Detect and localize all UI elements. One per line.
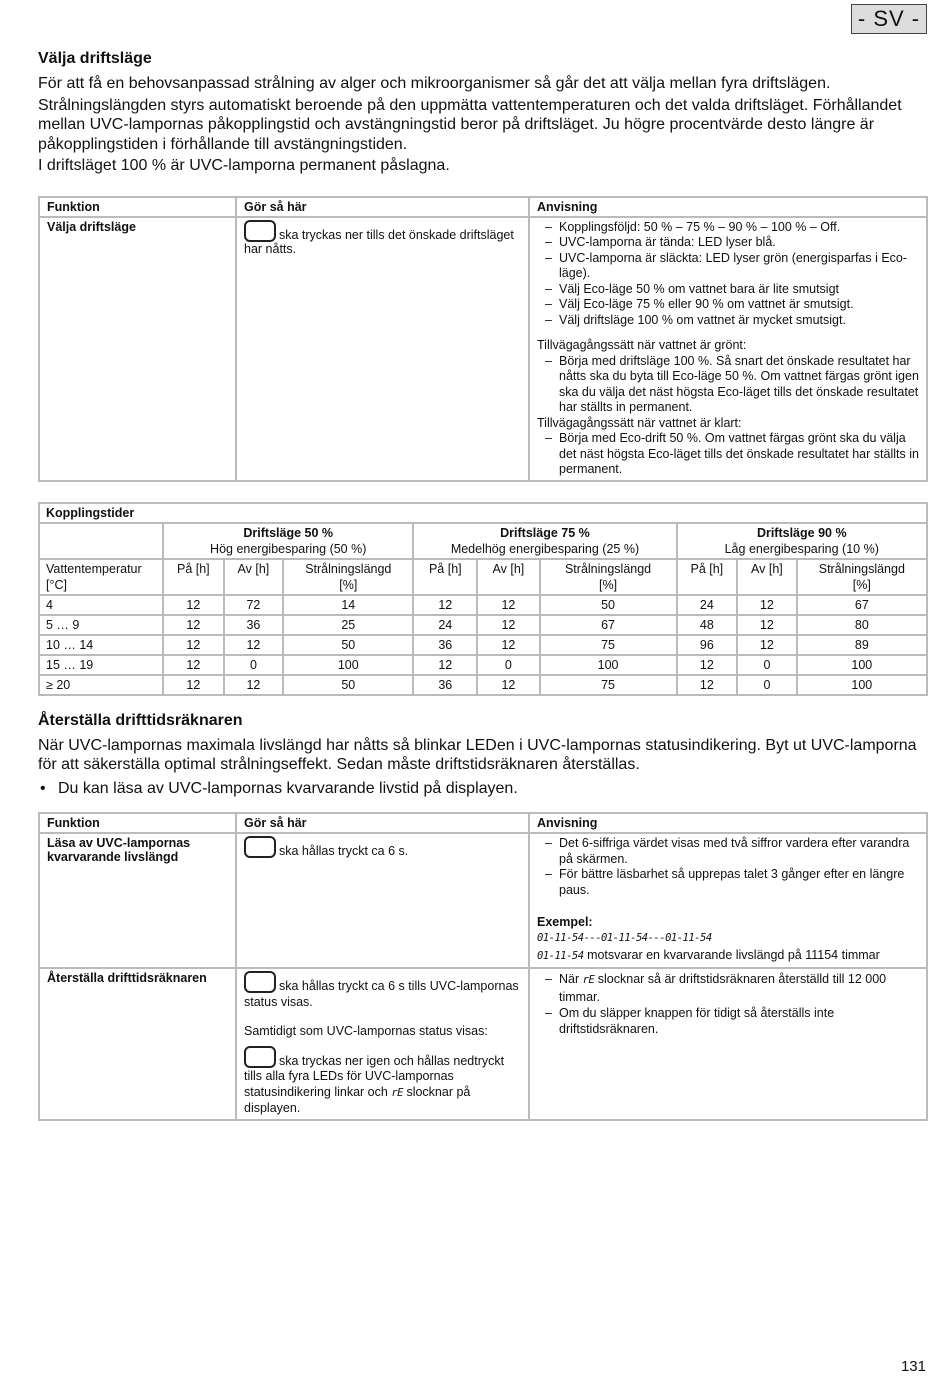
list-item: – Kopplingsföljd: 50 % – 75 % – 90 % – 100 % – Off.: [559, 220, 919, 236]
operating-hours-table: [38, 812, 928, 1121]
example-display: 01-11-54---01-11-54---01-11-54: [537, 932, 712, 944]
table-cell: 12: [224, 675, 283, 695]
header-radiation: [797, 559, 927, 595]
list-item: [559, 971, 919, 1006]
table-cell: 12: [737, 615, 796, 635]
bullet-item: • Du kan läsa av UVC-lampornas kvarvarande livstid på displayen.: [38, 779, 928, 799]
table-row: [39, 675, 927, 695]
header-off: Av [h]: [477, 559, 539, 595]
action-cell: [236, 217, 529, 481]
notes-list: [537, 971, 919, 1037]
list-item: – Välj driftsläge 100 % om vattnet är mycket smutsigt.: [559, 313, 919, 329]
green-water-title: Tillvägagångssätt när vattnet är grönt:: [537, 338, 747, 352]
mode-75-title: Driftsläge 75 %: [500, 525, 590, 540]
action-text: ska hållas tryckt ca 6 s tills UVC-lampornas status visas.: [244, 979, 519, 1009]
list-item: – Välj Eco-läge 50 % om vattnet bara är lite smutsigt: [559, 282, 919, 298]
table-cell: 12: [477, 595, 539, 615]
function-cell: Återställa drifttidsräknaren: [39, 968, 236, 1120]
example-line: [537, 946, 919, 965]
intro-paragraph: För att få en behovsanpassad strålning av alger och mikroorganismer så går det att välja mellan fyra driftslägen.: [38, 75, 831, 92]
green-water-list: [537, 354, 919, 416]
table-title-row: [39, 503, 927, 523]
notes-cell: [529, 217, 927, 481]
radiation-paragraph: Strålningslängden styrs automatiskt beroende på den uppmätta vattentemperaturen och det valda driftsläget. Förhållandet mellan UVC-lampornas påkopplingstid och avstängningstid beror på driftsläget. Ju högre procentvärde desto längre är påkopplingstiden i förhållande till avstängningstiden.: [38, 96, 902, 153]
table-cell: 12: [224, 635, 283, 655]
header-on: På [h]: [677, 559, 738, 595]
radiation-unit: [%]: [599, 577, 618, 592]
radiation-unit: [%]: [339, 577, 358, 592]
table-cell: 80: [797, 615, 927, 635]
re-display-symbol: rE: [582, 974, 595, 986]
header-function: Funktion: [39, 813, 236, 833]
table-cell: 50: [540, 595, 677, 615]
button-icon: [244, 1046, 276, 1068]
temperature-label: Vattentemperatur: [46, 561, 142, 576]
table-cell: 24: [413, 615, 477, 635]
mode-50-title: Driftsläge 50 %: [243, 525, 334, 540]
table-cell: 12: [477, 615, 539, 635]
table-cell: 12: [677, 675, 738, 695]
list-item: – UVC-lamporna är tända: LED lyser blå.: [559, 235, 919, 251]
table-cell: 25: [283, 615, 413, 635]
table-row: [39, 635, 927, 655]
clear-water-title: Tillvägagångssätt när vattnet är klart:: [537, 415, 742, 430]
table-cell: 12: [737, 635, 796, 655]
table-cell: 12: [737, 595, 796, 615]
table-row: [39, 615, 927, 635]
action-text: ska hållas tryckt ca 6 s.: [279, 844, 409, 858]
table-cell: 100: [540, 655, 677, 675]
notes-list: [537, 836, 919, 898]
reset-paragraph: När UVC-lampornas maximala livslängd har nåtts så blinkar LEDen i UVC-lampornas statusindikering. Byt ut UVC-lamporna för att säkerställa optimal strålningseffekt. Sedan måste driftstidsräknaren återställas.: [38, 736, 917, 773]
notes-cell: [529, 968, 927, 1120]
operating-mode-table: [38, 196, 928, 482]
table-cell: 100: [797, 655, 927, 675]
header-notes: Anvisning: [529, 813, 927, 833]
notes-list: [537, 220, 919, 329]
example-value: 01-11-54: [537, 950, 584, 962]
mode-75-subtitle: Medelhög energibesparing (25 %): [450, 541, 640, 556]
section-title-reset-counter: Återställa drifttidsräknaren: [38, 711, 243, 729]
table-cell: 50: [283, 675, 413, 695]
table-cell: 48: [677, 615, 738, 635]
table-cell: 12: [163, 635, 224, 655]
action-text: ska tryckas ner igen och hållas nedtryckt tills alla fyra LEDs för UVC-lampornas statusindikering linkar och: [244, 1053, 505, 1099]
header-notes: Anvisning: [529, 197, 927, 217]
table-cell: 12: [163, 615, 224, 635]
header-off: Av [h]: [737, 559, 796, 595]
action-cell: [236, 833, 529, 968]
permanent-paragraph: I driftsläget 100 % är UVC-lamporna permanent påslagna.: [38, 157, 450, 174]
header-temperature: [39, 559, 163, 595]
table-cell: 67: [540, 615, 677, 635]
mode-90-subtitle: Låg energibesparing (10 %): [724, 541, 879, 556]
page-content: [38, 50, 928, 1121]
list-item: – För bättre läsbarhet så upprepas talet 3 gånger efter en längre paus.: [559, 867, 919, 898]
header-radiation: [283, 559, 413, 595]
mode-90-header: [677, 523, 928, 559]
table-cell: 24: [677, 595, 738, 615]
table-cell: 12: [163, 675, 224, 695]
function-cell: Läsa av UVC-lampornas kvarvarande livslängd: [39, 833, 236, 968]
table-cell: 75: [540, 675, 677, 695]
table-cell: 36: [224, 615, 283, 635]
temperature-cell: 4: [39, 595, 163, 615]
table-header-row: [39, 197, 927, 217]
table-cell: 12: [477, 635, 539, 655]
table-cell: 100: [797, 675, 927, 695]
radiation-label: Strålningslängd: [818, 561, 905, 576]
note-text-end: slocknar så är driftstidsräknaren återställd till 12 000 timmar.: [559, 972, 887, 1004]
table-row: [39, 655, 927, 675]
action-text-end: slocknar på displayen.: [244, 1084, 471, 1115]
page-number: 131: [900, 1358, 926, 1375]
action-step-2: Samtidigt som UVC-lampornas status visas:: [244, 1024, 488, 1038]
radiation-label: Strålningslängd: [305, 561, 392, 576]
header-function: Funktion: [39, 197, 236, 217]
radiation-unit: [%]: [852, 577, 871, 592]
table-cell: 96: [677, 635, 738, 655]
radiation-label: Strålningslängd: [564, 561, 652, 576]
action-cell: [236, 968, 529, 1120]
header-off: Av [h]: [224, 559, 283, 595]
table-cell: 0: [737, 675, 796, 695]
table-cell: 12: [413, 595, 477, 615]
table-cell: 72: [224, 595, 283, 615]
temperature-cell: 5 … 9: [39, 615, 163, 635]
mode-header-row: [39, 523, 927, 559]
button-icon: [244, 220, 276, 242]
table-row: [39, 595, 927, 615]
table-cell: 12: [163, 595, 224, 615]
temperature-cell: ≥ 20: [39, 675, 163, 695]
header-on: På [h]: [163, 559, 224, 595]
table-row: [39, 217, 927, 481]
list-item: – UVC-lamporna är släckta: LED lyser grön (energisparfas i Eco-läge).: [559, 251, 919, 282]
table-header-row: [39, 813, 927, 833]
table-cell: 100: [283, 655, 413, 675]
header-on: På [h]: [413, 559, 477, 595]
function-cell: Välja driftsläge: [39, 217, 236, 481]
re-display-symbol: rE: [391, 1086, 403, 1099]
list-item: – Det 6-siffriga värdet visas med två siffror vardera efter varandra på skärmen.: [559, 836, 919, 867]
table-cell: 89: [797, 635, 927, 655]
action-step-1: [244, 971, 521, 1010]
table-title: Kopplingstider: [39, 503, 927, 523]
notes-cell: [529, 833, 927, 968]
list-item: – Om du släpper knappen för tidigt så återställs inte driftstidsräknaren.: [559, 1006, 919, 1037]
mode-50-subtitle: Hög energibesparing (50 %): [210, 541, 367, 556]
temperature-cell: 15 … 19: [39, 655, 163, 675]
table-cell: 12: [413, 655, 477, 675]
table-row: [39, 833, 927, 968]
table-cell: 36: [413, 675, 477, 695]
table-cell: 14: [283, 595, 413, 615]
note-text: När: [559, 972, 580, 986]
mode-90-title: Driftsläge 90 %: [756, 525, 847, 540]
action-text: ska tryckas ner tills det önskade driftsläget har nåtts.: [244, 227, 514, 256]
section-title-operating-mode: Välja driftsläge: [38, 50, 152, 67]
clear-water-list: [537, 431, 919, 478]
empty-header-cell: [39, 523, 163, 559]
table-row: [39, 968, 927, 1120]
table-cell: 67: [797, 595, 927, 615]
switching-times-table: [38, 502, 928, 696]
header-radiation: [540, 559, 677, 595]
list-item: – Börja med driftsläge 100 %. Så snart det önskade resultatet har nåtts ska du byta till Eco-läge 50 %. Om vattnet färgas grönt igen ska du välja det näst högsta Eco-läget tills det önskade resultatet har ställts in permanent.: [559, 354, 919, 416]
list-item: – Börja med Eco-drift 50 %. Om vattnet färgas grönt ska du välja det näst högsta Eco-läget tills det önskade resultatet har ställts in permanent.: [559, 431, 919, 478]
example-label: Exempel:: [537, 915, 593, 929]
column-header-row: [39, 559, 927, 595]
table-cell: 12: [477, 675, 539, 695]
language-tag: - SV -: [851, 4, 927, 34]
table-cell: 0: [737, 655, 796, 675]
action-step-3: [244, 1046, 521, 1117]
temperature-cell: 10 … 14: [39, 635, 163, 655]
table-cell: 0: [477, 655, 539, 675]
button-icon: [244, 836, 276, 858]
button-icon: [244, 971, 276, 993]
temperature-unit: [°C]: [46, 577, 67, 592]
table-cell: 36: [413, 635, 477, 655]
header-action: Gör så här: [236, 197, 529, 217]
example-text: motsvarar en kvarvarande livslängd på 11154 timmar: [587, 948, 880, 962]
list-item: – Välj Eco-läge 75 % eller 90 % om vattnet är smutsigt.: [559, 297, 919, 313]
table-cell: 50: [283, 635, 413, 655]
table-cell: 12: [677, 655, 738, 675]
table-cell: 12: [163, 655, 224, 675]
header-action: Gör så här: [236, 813, 529, 833]
mode-50-header: [163, 523, 413, 559]
mode-75-header: [413, 523, 676, 559]
table-cell: 75: [540, 635, 677, 655]
table-cell: 0: [224, 655, 283, 675]
